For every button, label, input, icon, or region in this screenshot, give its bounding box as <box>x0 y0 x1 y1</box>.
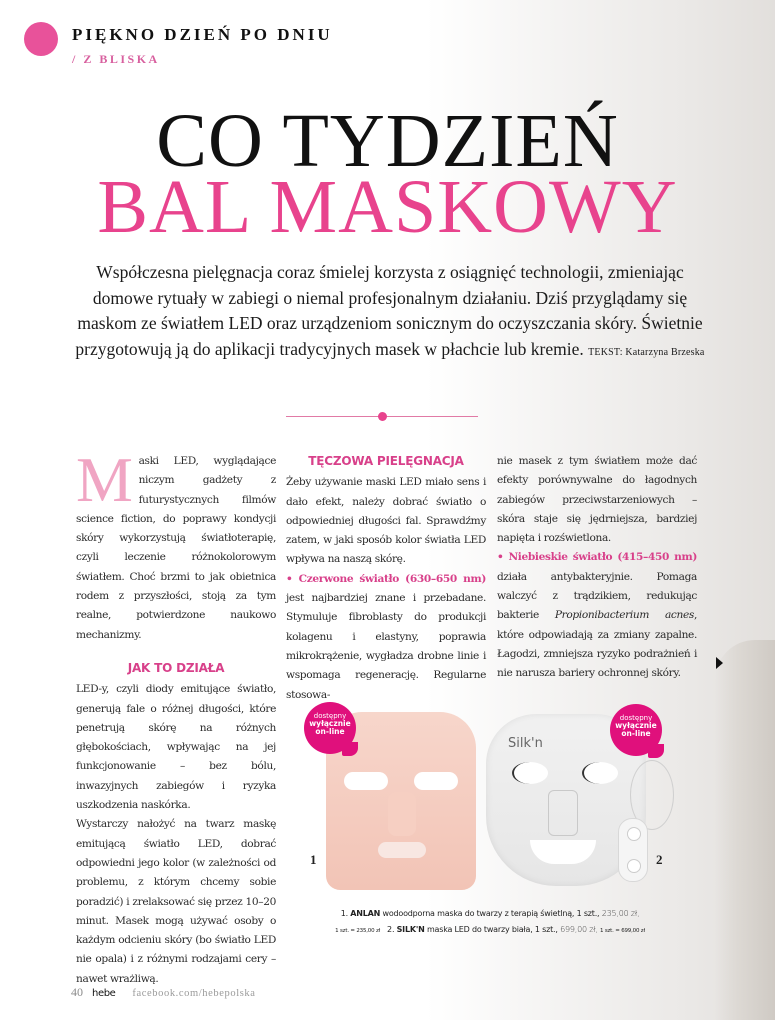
product-number: 2 <box>656 852 663 867</box>
hebe-logo: hebe <box>92 988 116 999</box>
product-caption <box>300 906 680 939</box>
online-only-badge[interactable] <box>304 702 356 754</box>
remote-button <box>627 859 641 873</box>
caption-number: 1 <box>340 909 346 918</box>
product-description: wodoodporna maska do twarzy z terapią świetlną, 1 szt., <box>382 909 600 918</box>
product-price: 699,00 zł, <box>560 925 598 934</box>
bullet-red-light <box>286 570 486 705</box>
caption-number: 2 <box>387 925 392 934</box>
page-footer <box>71 985 256 1000</box>
badge-text-bold: on-line <box>315 727 345 736</box>
product-images <box>300 700 700 890</box>
mask-remote-control <box>618 818 648 882</box>
lead-text: Współczesna pielęgnacja coraz śmielej korzysta z osiągnięć technologii, zmieniając domowe rytuały w zabiegi o niemal profesjonalnym działaniu. Dziś przyglądamy się maskom ze światłem LED oraz urządzeniom sonicznym do oczyszczania skóry. Świetnie przygotowują ją do aplikacji tradycyjnych masek w płachcie lub kremie. <box>75 262 703 359</box>
bullet-text: działa antybakteryjnie. Pomaga walczyć z trądzikiem, redukując bakterie <box>497 570 697 622</box>
mask-eye <box>344 772 388 790</box>
section-subtitle: / Z BLISKA <box>72 52 160 66</box>
bullet-blue-light <box>497 548 697 683</box>
badge-text-bold: wyłącznie <box>615 721 657 730</box>
silkn-logo: Silk'n <box>508 736 543 751</box>
article-column-2 <box>286 452 486 705</box>
product-brand: ANLAN <box>350 909 381 918</box>
author-credit: TEKST: Katarzyna Brzeska <box>588 346 705 358</box>
badge-text: dostępny <box>619 714 653 722</box>
headline-line1: CO TYDZIEŃ <box>156 99 619 183</box>
mask-mouth <box>378 842 426 858</box>
dropcap: M <box>76 444 133 515</box>
divider-dot-icon <box>378 412 387 421</box>
badge-text: dostępny <box>313 712 347 720</box>
subhead-jak-to-dziala: JAK TO DZIAŁA <box>127 660 225 675</box>
product-price: 235,00 zł, <box>601 909 640 918</box>
section-dot-icon <box>24 22 58 56</box>
intro-paragraph: aski LED, wyglądające niczym gadżety z futurystycznych filmów science fiction, do poprawy kondycji skóry wykorzystują światłoterapię, czyli leczenie różnokolorowym światłem. Choć brzmi to jak obietnica rodem z przyszłości, stoją za tym realne, potwierdzone naukowo mechanizmy. <box>76 455 276 641</box>
product-number: 1 <box>310 852 317 867</box>
caption-line-2: 1 szt. = 235,00 zł 2. SILK'N maska LED do twarzy biała, 1 szt., 699,00 zł, 1 szt. = 699,00 zł <box>335 925 645 934</box>
paragraph: Wystarczy nałożyć na twarz maskę emitującą światło LED, dobrać odpowiedni jego kolor (w zależności od problemu, z którym chcemy sobie poradzić) i zrelaksować się przez 10–20 minut. Masek mogą używać osoby o każdym odcieniu skóry (bo światło LED nie opala) i z różnymi rodzajami cery – nawet wrażliwą. <box>76 818 276 985</box>
next-page-arrow-icon[interactable] <box>716 657 723 669</box>
article-column-1 <box>76 444 276 989</box>
mask-eye <box>414 772 458 790</box>
online-only-badge[interactable] <box>610 704 662 756</box>
mask-eye <box>582 762 618 784</box>
background-sweater-image <box>715 640 775 1020</box>
subhead-teczowa-pielegnacja: TĘCZOWA PIELĘGNACJA <box>308 454 464 468</box>
badge-text-bold: on-line <box>621 729 651 738</box>
lead-paragraph <box>70 260 710 365</box>
mask-eye <box>512 762 548 784</box>
section-title: PIĘKNO DZIEŃ PO DNIU <box>72 25 333 44</box>
bullet-label: • Niebieskie światło (415–450 nm) <box>497 551 697 564</box>
unit-price: 1 szt. = 699,00 zł <box>599 928 645 934</box>
unit-price: 1 szt. = 235,00 zł <box>335 928 381 934</box>
product-description: maska LED do twarzy biała, 1 szt., <box>426 925 558 934</box>
remote-button <box>627 827 641 841</box>
product-brand: SILK'N <box>396 925 425 934</box>
article-column-3 <box>497 452 697 684</box>
caption-line-1: 1. ANLAN wodoodporna maska do twarzy z terapią świetlną, 1 szt., 235,00 zł, <box>340 909 640 918</box>
headline-line2: BAL MASKOWY <box>97 165 678 249</box>
bullet-text: jest najbardziej znane i przebadane. Stymuluje fibroblasty do produkcji kolagenu i elastyny, poprawia mikrokrążenie, wygładza drobne linie i wspomaga regenerację. Regularne stosowa- <box>286 592 486 701</box>
bacteria-name: Propionibacterium acnes <box>554 609 694 622</box>
mask-nose <box>548 790 578 836</box>
bullet-label: • Czerwone światło (630–650 nm) <box>286 572 486 585</box>
paragraph: LED-y, czyli diody emitujące światło, generują fale o różnej długości, które penetrują skórę na różnych głębokościach, wpływając na jej funkcjonowanie – bez bólu, inwazyjnych zabiegów i ryzyka uszkodzenia naskórka. <box>76 683 276 812</box>
facebook-link[interactable]: facebook.com/hebepolska <box>132 988 256 999</box>
pointing-hand-icon <box>648 744 664 758</box>
mask-mouth <box>530 840 596 864</box>
badge-text-bold: wyłącznie <box>309 719 351 728</box>
paragraph: nie masek z tym światłem może dać efekty porównywalne do łagodnych zabiegów przeciwstarzeniowych – skóra staje się jędrniejsza, bardziej napięta i rozświetlona. <box>497 455 697 545</box>
paragraph: Żeby używanie maski LED miało sens i dało efekt, należy dobrać światło o odpowiedniej długości fal. Sprawdźmy zatem, w jaki sposób kolor światła LED wpływa na naszą skórę. <box>286 476 486 566</box>
bullet-text: , które odpowiadają za zmiany zapalne. Łagodzi, zmniejsza ryzyko podrażnień i nie narusza bariery ochronnej skóry. <box>497 609 697 680</box>
mask-nose <box>388 792 416 836</box>
page-number: 40 <box>71 985 83 999</box>
